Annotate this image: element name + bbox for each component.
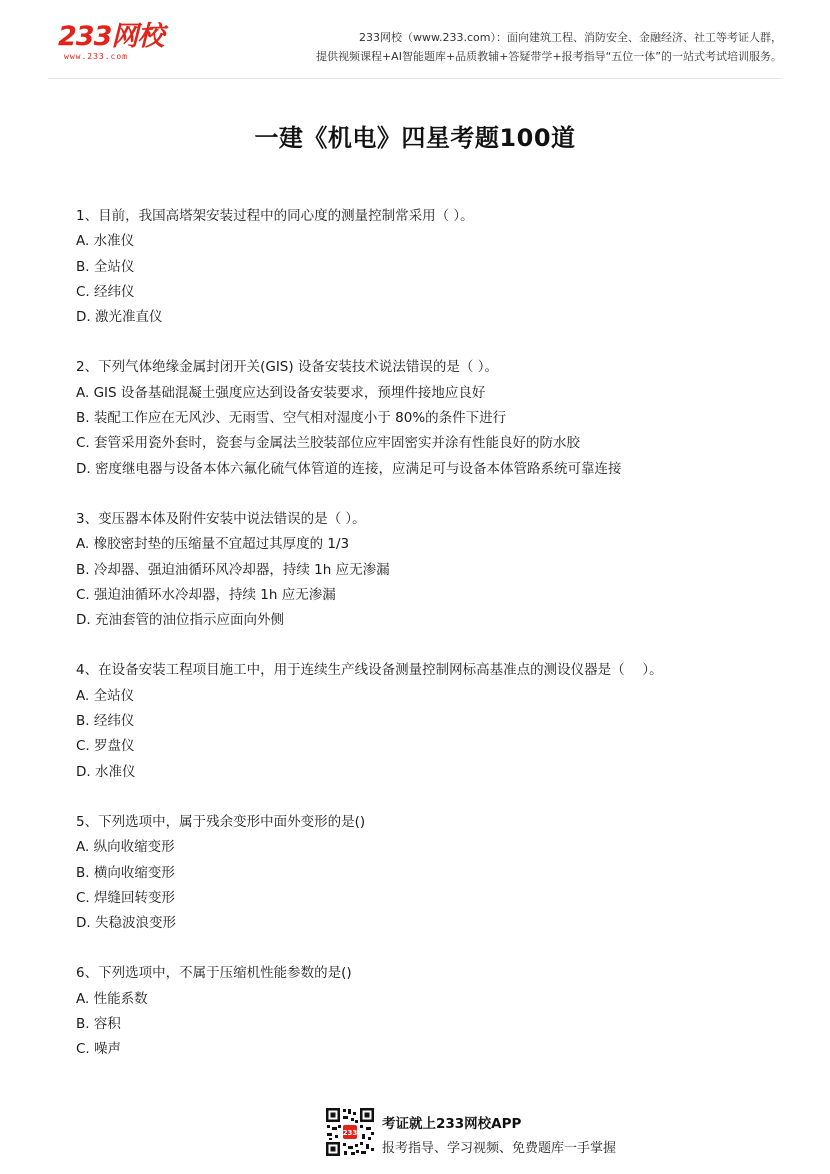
question-stem: 3、变压器本体及附件安装中说法错误的是（ ）。 [76,510,366,527]
page-header [0,0,830,88]
question-block [76,658,776,784]
logo-text: 233网校 [58,21,164,52]
answer-option: A. GIS 设备基础混凝土强度应达到设备安装要求，预埋件接地应良好 [76,384,486,401]
logo-url: www.233.com [64,52,128,61]
svg-text:233: 233 [342,1129,358,1137]
answer-option: C. 强迫油循环水冷却器，持续 1h 应无渗漏 [76,586,336,603]
answer-option: C. 焊缝回转变形 [76,889,176,906]
answer-option: A. 水准仪 [76,233,135,250]
answer-option: D. 水准仪 [76,763,136,780]
answer-option: B. 横向收缩变形 [76,864,175,881]
answer-option: A. 纵向收缩变形 [76,839,175,856]
answer-option: D. 密度继电器与设备本体六氟化硫气体管道的连接，应满足可与设备本体管路系统可靠连接 [76,460,622,477]
answer-option: C. 经纬仪 [76,283,135,300]
question-stem: 1、目前，我国高塔架安装过程中的同心度的测量控制常采用（ ）。 [76,208,474,224]
app-promo-subtitle: 报考指导、学习视频、免费题库一手掌握 [382,1141,617,1156]
answer-option: B. 冷却器、强迫油循环风冷却器，持续 1h 应无渗漏 [76,561,390,578]
question-block [76,810,776,936]
answer-option: A. 橡胶密封垫的压缩量不宜超过其厚度的 1/3 [76,536,350,553]
header-description [316,28,782,66]
answer-option: B. 经纬仪 [76,713,135,730]
app-promo-title: 考证就上233网校APP [382,1116,522,1132]
document-title: 一建《机电》四星考题100道 [254,124,576,152]
app-promo [324,1104,644,1164]
answer-option: B. 容积 [76,1016,121,1033]
question-stem: 2、下列气体绝缘金属封闭开关(GIS) 设备安装技术说法错误的是（ ）。 [76,359,498,376]
qr-code-icon[interactable] [324,1106,376,1158]
answer-option: A. 全站仪 [76,687,135,704]
question-list [76,204,776,1088]
brand-logo[interactable] [58,22,163,62]
answer-option: C. 罗盘仪 [76,738,135,755]
answer-option: D. 失稳波浪变形 [76,915,176,932]
question-block [76,961,776,1062]
question-stem: 5、下列选项中，属于残余变形中面外变形的是() [76,813,366,830]
answer-option: D. 充油套管的油位指示应面向外侧 [76,612,284,629]
answer-option: C. 套管采用瓷外套时，瓷套与金属法兰胶装部位应牢固密实并涂有性能良好的防水胶 [76,435,581,452]
question-block [76,355,776,481]
answer-option: B. 全站仪 [76,258,135,275]
answer-option: B. 装配工作应在无风沙、无雨雪、空气相对湿度小于 80%的条件下进行 [76,410,507,427]
answer-option: A. 性能系数 [76,990,148,1007]
question-block [76,204,776,330]
header-line-1: 233网校（www.233.com）：面向建筑工程、消防安全、金融经济、社工等考证人群， [359,31,782,44]
question-stem: 6、下列选项中，不属于压缩机性能参数的是() [76,965,352,982]
question-stem: 4、在设备安装工程项目施工中，用于连续生产线设备测量控制网标高基准点的测设仪器是（ ）。 [76,662,663,679]
question-block [76,507,776,633]
header-divider [48,78,782,79]
answer-option: C. 噪声 [76,1041,122,1058]
header-line-2: 提供视频课程+AI智能题库+品质教辅+答疑带学+报考指导“五位一体”的一站式考试培训服务。 [315,50,782,63]
answer-option: D. 激光准直仪 [76,309,163,326]
